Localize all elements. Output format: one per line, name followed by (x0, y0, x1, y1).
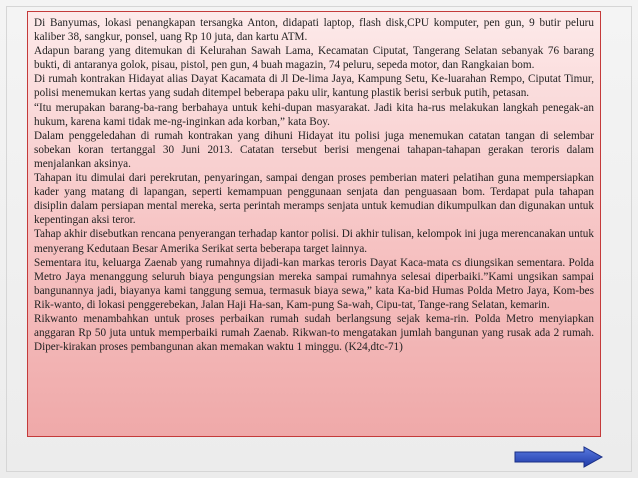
right-arrow-icon (514, 446, 604, 468)
next-slide-button[interactable] (514, 446, 604, 468)
paragraph-2: Adapun barang yang ditemukan di Kelurahan Sawah Lama, Kecamatan Ciputat, Tangerang Selatan sebanyak 76 barang bukti, di antaranya golok, pisau, pistol, pen gun, 4 buah magazin, 74 peluru, sepeda motor, dan Rangkaian bom. (34, 45, 594, 72)
paragraph-1: Di Banyumas, lokasi penangkapan tersangka Anton, didapati laptop, flash disk,CPU komputer, pen gun, 9 butir peluru kaliber 38, sangkur, ponsel, uang Rp 10 juta, dan kartu ATM. (34, 17, 594, 44)
paragraph-8: Sementara itu, keluarga Zaenab yang rumahnya dijadi-kan markas teroris Dayat Kaca-mata cs diungsikan sementara. Polda Metro Jaya menanggung seluruh biaya pengungsian mereka sampai rumahnya selesai diperbaiki.”Kami ungsikan sampai bangunannya jadi, biayanya kami tanggung semua, termasuk biaya sewa,” kata Ka-bid Humas Polda Metro Jaya, Kom-bes Rik-wanto, di lokasi penggerebekan, Jalan Haji Ha-san, Kam-pung Sa-wah, Cipu-tat, Tange-rang Selatan, kemarin. (34, 256, 594, 311)
paragraph-7: Tahap akhir disebutkan rencana penyerangan terhadap kantor polisi. Di akhir tulisan, kelompok ini juga merencanakan untuk menyerang Kedutaan Besar Amerika Serikat serta beberapa target lainnya. (34, 228, 594, 255)
paragraph-5: Dalam penggeledahan di rumah kontrakan yang dihuni Hidayat itu polisi juga menemukan catatan tangan di selembar sobekan koran tertanggal 30 Juni 2013. Catatan tersebut berisi mengenai tahapan-tahapan gerakan teroris dalam menjalankan aksinya. (34, 129, 594, 170)
paragraph-9: Rikwanto menambahkan untuk proses perbaikan rumah sudah berlangsung sejak kema-rin. Polda Metro menyiapkan anggaran Rp 50 juta untuk memperbaiki rumah Zaenab. Rikwan-to mengatakan jumlah bangunan yang rusak ada 2 rumah. Diper-kirakan proses pembangunan akan memakan waktu 1 minggu. (K24,dtc-71) (34, 312, 594, 354)
article-text-box (27, 11, 601, 437)
paragraph-3: Di rumah kontrakan Hidayat alias Dayat Kacamata di Jl De-lima Jaya, Kampung Setu, Ke-luarahan Rempo, Ciputat Timur, polisi menemukan kertas yang sudah ditempel beberapa paku ulir, kantung plastik berisi serbuk putih, petasan. (34, 73, 594, 100)
paragraph-4: “Itu merupakan barang-ba-rang berbahaya untuk kehi-dupan masyarakat. Jadi kita ha-rus melakukan langkah penegak-an hukum, karena kami tidak me-ng-inginkan ada korban,” kata Boy. (34, 101, 594, 128)
paragraph-6: Tahapan itu dimulai dari perekrutan, penyaringan, sampai dengan proses pemberian materi pelatihan guna mempersiapkan kader yang matang di lapangan, seperti kemampuan penggunaan senjata dan penguasaan bom. Terdapat pula tahapan disiplin dalam persiapan mental mereka, serta perintah meramps senjata untuk kemudian dikumpulkan dan digunakan untuk kepentingan aksi teror. (34, 172, 594, 227)
